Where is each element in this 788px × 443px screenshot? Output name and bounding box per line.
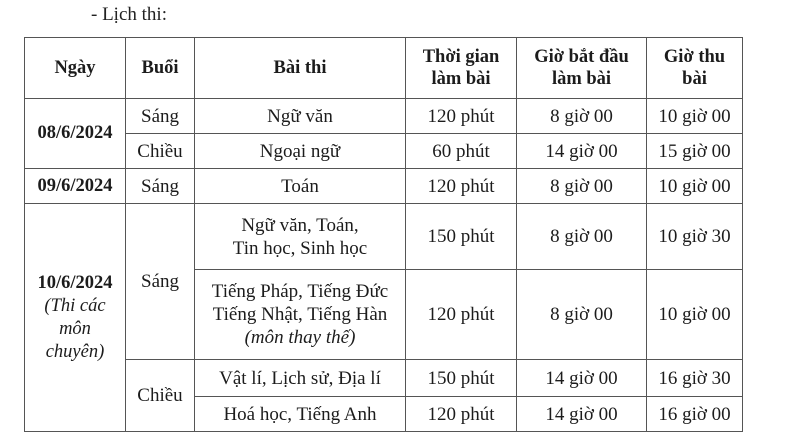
duration-cell: 120 phút [406,397,517,432]
duration-cell: 120 phút [406,270,517,360]
exam-schedule-table [24,37,743,432]
session-cell: Chiều [126,360,195,432]
duration-cell: 120 phút [406,99,517,134]
duration-cell: 150 phút [406,360,517,397]
end-time-cell: 15 giờ 00 [647,134,743,169]
date-note: (Thi các môn chuyên) [44,295,106,362]
duration-cell: 120 phút [406,169,517,204]
header-date: Ngày [25,38,126,99]
session-cell: Sáng [126,99,195,134]
date-cell: 08/6/2024 [25,99,126,169]
header-session: Buổi [126,38,195,99]
subject-cell: Tiếng Pháp, Tiếng Đức Tiếng Nhật, Tiếng Hàn (môn thay thế) [195,270,406,360]
end-time-cell: 10 giờ 00 [647,169,743,204]
session-cell: Sáng [126,169,195,204]
header-subject: Bài thi [195,38,406,99]
header-row [25,38,743,99]
duration-cell: 60 phút [406,134,517,169]
start-time-cell: 8 giờ 00 [517,169,647,204]
session-cell: Sáng [126,204,195,360]
table-row [25,204,743,270]
date-cell: 10/6/2024 (Thi các môn chuyên) [25,204,126,432]
table-row [25,169,743,204]
table-row [25,360,743,397]
start-time-cell: 8 giờ 00 [517,204,647,270]
header-duration: Thời gian làm bài [406,38,517,99]
subject-cell: Toán [195,169,406,204]
start-time-cell: 8 giờ 00 [517,99,647,134]
start-time-cell: 14 giờ 00 [517,134,647,169]
header-end-time: Giờ thu bài [647,38,743,99]
cropped-text-fragment [180,437,240,443]
start-time-cell: 14 giờ 00 [517,397,647,432]
end-time-cell: 10 giờ 00 [647,99,743,134]
date-cell: 09/6/2024 [25,169,126,204]
header-start-time: Giờ bắt đầu làm bài [517,38,647,99]
start-time-cell: 8 giờ 00 [517,270,647,360]
end-time-cell: 16 giờ 00 [647,397,743,432]
subject-cell: Hoá học, Tiếng Anh [195,397,406,432]
subject-note: (môn thay thế) [244,327,356,348]
subject-cell: Vật lí, Lịch sử, Địa lí [195,360,406,397]
subject-cell: Ngữ văn, Toán, Tin học, Sinh học [195,204,406,270]
end-time-cell: 10 giờ 30 [647,204,743,270]
start-time-cell: 14 giờ 00 [517,360,647,397]
end-time-cell: 16 giờ 30 [647,360,743,397]
end-time-cell: 10 giờ 00 [647,270,743,360]
duration-cell: 150 phút [406,204,517,270]
section-heading: - Lịch thi: [91,4,167,25]
subject-cell: Ngoại ngữ [195,134,406,169]
subject-cell: Ngữ văn [195,99,406,134]
session-cell: Chiều [126,134,195,169]
table-row [25,99,743,134]
table-row [25,134,743,169]
